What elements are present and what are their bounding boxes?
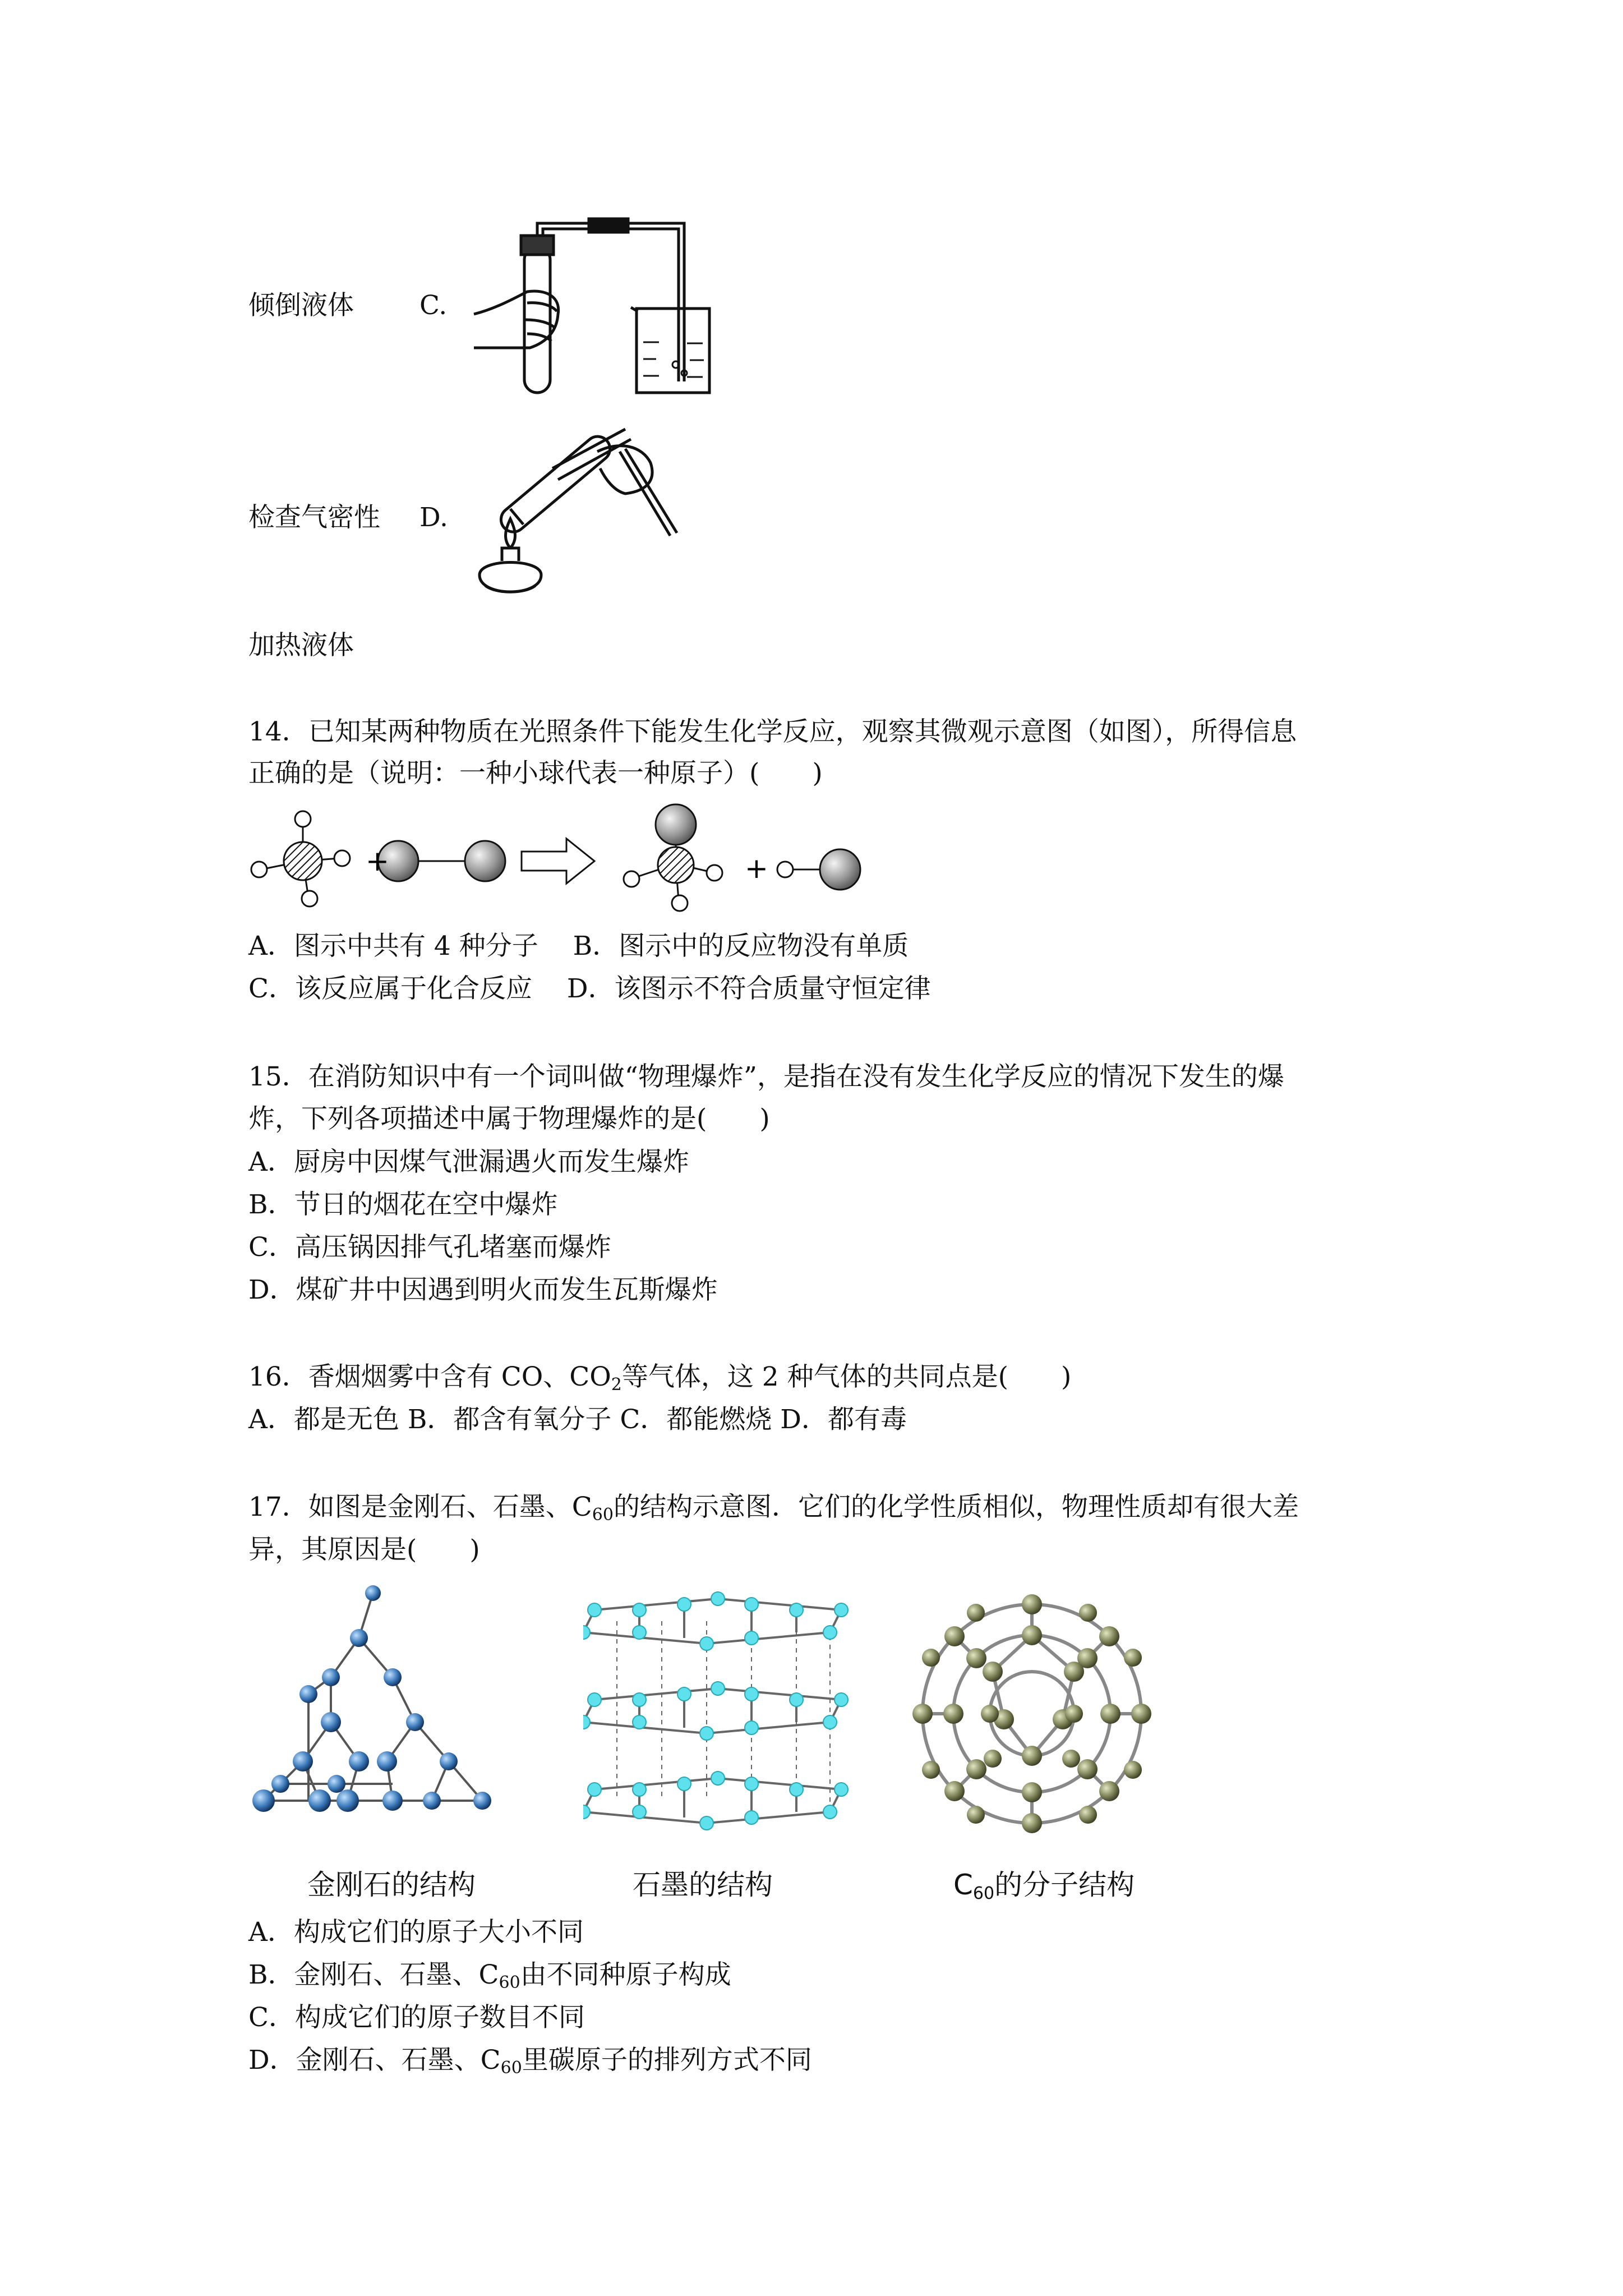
q14-options-row2: C．该反应属于化合反应 D．该图示不符合质量守恒定律 [248, 973, 931, 1004]
q15-option-d: D．煤矿井中因遇到明火而发生瓦斯爆炸 [248, 1274, 718, 1305]
flame [505, 519, 515, 548]
delivery-tube [537, 223, 684, 381]
reactant-molecule-1 [251, 811, 350, 907]
q14-stem-line2: 正确的是（说明：一种小球代表一种原子）( ) [248, 758, 823, 789]
q17-option-b: B．金刚石、石墨、$C_{60}$由不同种原子构成 [248, 1959, 731, 1993]
option-c-label: 检查气密性 [248, 502, 380, 533]
caption-diamond: 金刚石的结构 [307, 1869, 476, 1901]
diamond-structure-figure [247, 1582, 533, 1840]
q15-stem-line1: 15．在消防知识中有一个词叫做“物理爆炸”，是指在没有发生化学反应的情况下发生的爆 [248, 1061, 1284, 1092]
reaction-arrow [522, 839, 594, 884]
q14-options-row1: A．图示中共有 4 种分子 B．图示中的反应物没有单质 [248, 931, 909, 961]
diamond-atoms [252, 1585, 491, 1812]
q14-stem-line1: 14．已知某两种物质在光照条件下能发生化学反应，观察其微观示意图（如图），所得信息 [248, 716, 1297, 747]
rubber-stopper [521, 236, 554, 255]
q17-stem-line1: 17．如图是金刚石、石墨、$C_{60}$的结构示意图．它们的化学性质相似，物理性质却有很大差 [248, 1492, 1299, 1525]
product-molecule-1 [624, 804, 722, 911]
option-b-label: 倾倒液体 [248, 290, 354, 321]
q15-stem-line2: 炸，下列各项描述中属于物理爆炸的是( ) [248, 1103, 770, 1134]
q17-stem-line2: 异，其原因是( ) [248, 1534, 480, 1565]
graphite-atoms [583, 1592, 848, 1830]
heating-liquid-figure [457, 418, 681, 614]
c60-atoms [912, 1594, 1151, 1833]
alcohol-lamp [479, 563, 541, 592]
water-lines [643, 342, 704, 377]
airtightness-check-figure [463, 213, 726, 404]
q15-option-b: B．节日的烟花在空中爆炸 [248, 1189, 558, 1220]
rubber-joint [589, 219, 628, 232]
plus-sign-1: + [366, 845, 389, 877]
q17-option-d: D．金刚石、石墨、$C_{60}$里碳原子的排列方式不同 [248, 2045, 812, 2078]
caption-c60: $C_{60}$的分子结构 [953, 1869, 1135, 1903]
q15-option-c: C．高压锅因排气孔堵塞而爆炸 [248, 1232, 611, 1263]
product-molecule-2 [777, 849, 860, 890]
c60-structure-figure [909, 1590, 1155, 1837]
q15-option-a: A．厨房中因煤气泄漏遇火而发生爆炸 [248, 1147, 689, 1177]
q16-stem: 16．香烟烟雾中含有 CO、$CO_2$等气体，这 2 种气体的共同点是( ) [248, 1361, 1072, 1395]
q17-option-c: C．构成它们的原子数目不同 [248, 2002, 585, 2033]
option-d-label: 加热液体 [248, 630, 354, 661]
option-c-letter: C. [419, 290, 448, 321]
option-d-letter: D. [419, 502, 448, 533]
reaction-micro-diagram [247, 802, 880, 920]
reactant-molecule-2 [378, 841, 505, 881]
beaker [637, 309, 709, 393]
plus-sign-2: + [745, 852, 768, 885]
hand [474, 291, 559, 348]
caption-graphite: 石墨的结构 [633, 1869, 773, 1901]
delivery-tube-inner [543, 229, 679, 381]
graphite-structure-figure [583, 1588, 852, 1851]
q17-option-a: A．构成它们的原子大小不同 [248, 1917, 584, 1948]
q16-options: A．都是无色 B．都含有氧分子 C．都能燃烧 D．都有毒 [248, 1404, 907, 1435]
tilted-test-tube [496, 431, 615, 537]
